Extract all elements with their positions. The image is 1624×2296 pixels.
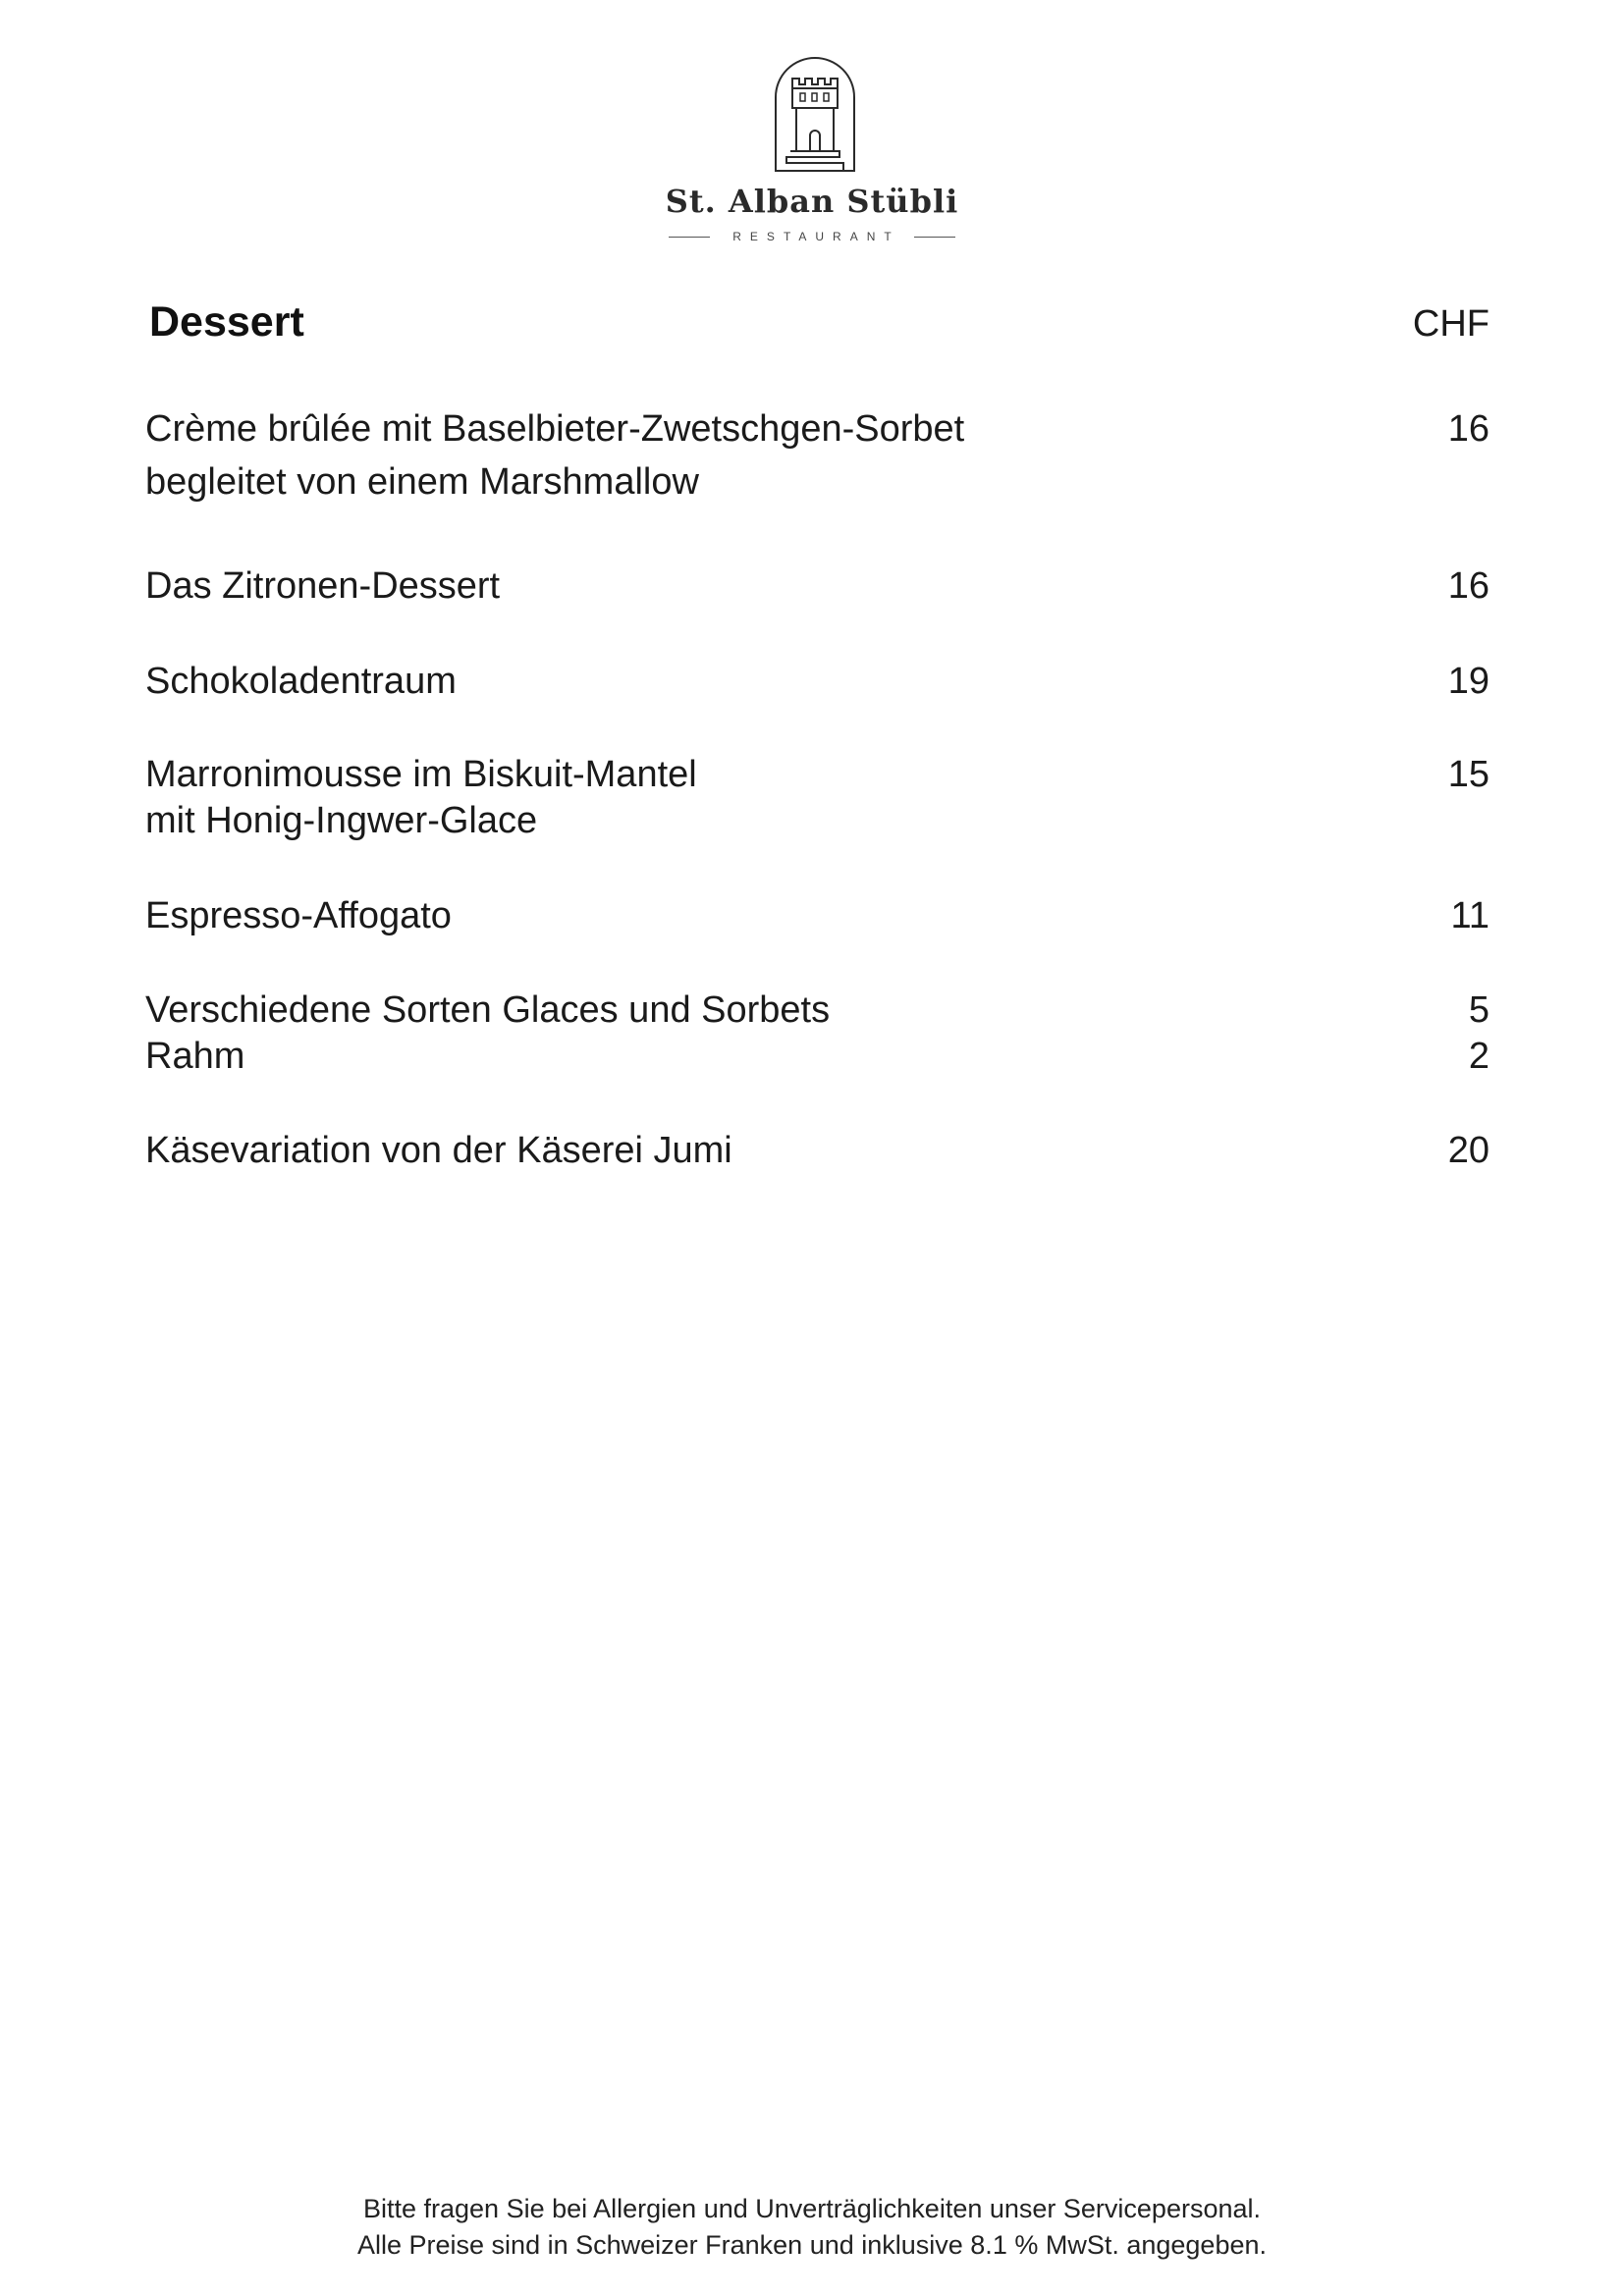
footer-note (0, 2191, 1624, 2264)
menu-item (145, 406, 1489, 505)
menu-item (145, 752, 1489, 844)
divider-line (914, 237, 955, 238)
menu-item-name: Marronimousse im Biskuit-Mantel (145, 754, 697, 795)
menu-item-extra-name: Rahm (145, 1036, 245, 1077)
menu-item (145, 988, 1489, 1080)
menu-item-name: Das Zitronen-Dessert (145, 565, 501, 607)
tower-icon (773, 55, 857, 173)
menu-item-price: 5 (1468, 989, 1489, 1031)
menu-item (145, 1128, 1489, 1173)
menu-item-price: 11 (1450, 895, 1489, 936)
menu-item-name: Käsevariation von der Käserei Jumi (145, 1130, 732, 1171)
menu-item-price: 20 (1447, 1130, 1489, 1171)
menu-item-name: Schokoladentraum (145, 661, 457, 702)
menu-item-detail: mit Honig-Ingwer-Glace (145, 800, 538, 841)
menu-item-price: 16 (1447, 565, 1489, 607)
footer-allergy-note: Bitte fragen Sie bei Allergien und Unverträglichkeiten unser Servicepersonal. (362, 2194, 1262, 2223)
menu-item (145, 659, 1489, 704)
menu-item-name: Espresso-Affogato (145, 895, 452, 936)
menu-item-extra-price: 2 (1468, 1036, 1489, 1077)
menu-item-price: 16 (1447, 408, 1489, 450)
restaurant-subtitle-row (0, 230, 1624, 243)
menu-item (145, 563, 1489, 609)
restaurant-subtitle: RESTAURANT (732, 230, 900, 243)
restaurant-logo (0, 55, 1624, 251)
section-title: Dessert (149, 298, 304, 346)
currency-label: CHF (1412, 303, 1489, 345)
menu-item-name: Verschiedene Sorten Glaces und Sorbets (145, 989, 831, 1031)
menu-item-price: 15 (1447, 754, 1489, 795)
divider-line (669, 237, 710, 238)
menu-item (145, 893, 1489, 938)
menu-item-detail: begleitet von einem Marshmallow (145, 461, 699, 503)
menu-item-name: Crème brûlée mit Baselbieter-Zwetschgen-Sorbet (145, 408, 965, 450)
restaurant-name: St. Alban Stübli (665, 183, 959, 220)
menu-item-price: 19 (1447, 661, 1489, 702)
footer-price-note: Alle Preise sind in Schweizer Franken und inklusive 8.1 % MwSt. angegeben. (357, 2230, 1267, 2260)
